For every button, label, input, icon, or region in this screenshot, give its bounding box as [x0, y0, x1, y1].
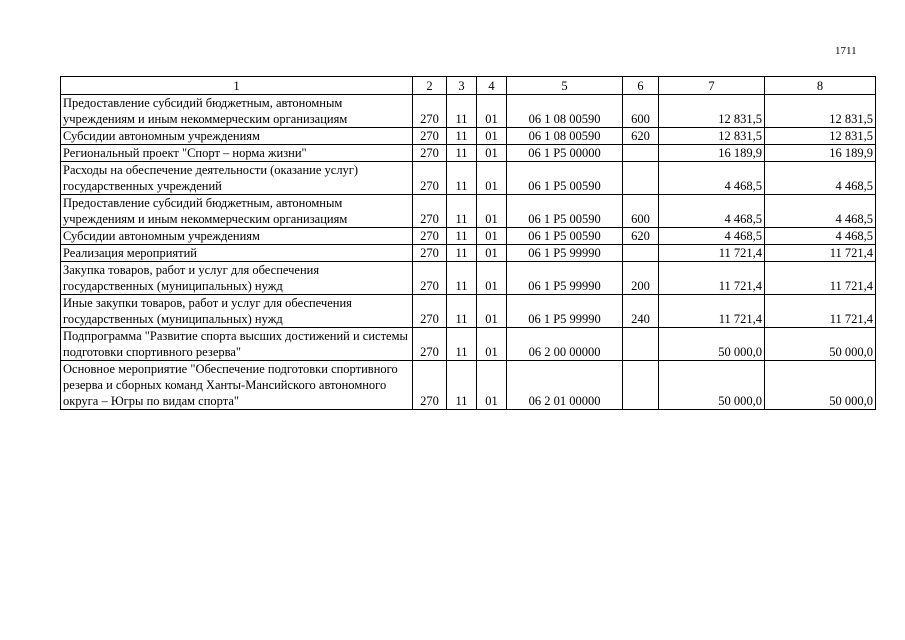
admin-code-cell: 270: [413, 245, 447, 262]
column-header-8: 8: [765, 77, 876, 95]
header-row: [61, 77, 876, 95]
admin-code-cell: 270: [413, 145, 447, 162]
expense-type-cell: [623, 328, 659, 361]
target-article-cell: 06 1 P5 00590: [507, 195, 623, 228]
table-row: [61, 128, 876, 145]
admin-code-cell: 270: [413, 195, 447, 228]
admin-code-cell: 270: [413, 328, 447, 361]
target-article-cell: 06 1 P5 99990: [507, 262, 623, 295]
table-row: [61, 228, 876, 245]
amount-total-cell: 50 000,0: [765, 328, 876, 361]
budget-table: [60, 76, 876, 410]
column-header-4: 4: [477, 77, 507, 95]
target-article-cell: 06 1 08 00590: [507, 128, 623, 145]
section-cell: 11: [447, 162, 477, 195]
expense-type-cell: [623, 361, 659, 410]
amount-cell: 11 721,4: [659, 295, 765, 328]
amount-total-cell: 12 831,5: [765, 128, 876, 145]
amount-total-cell: 11 721,4: [765, 262, 876, 295]
amount-cell: 50 000,0: [659, 328, 765, 361]
amount-cell: 4 468,5: [659, 195, 765, 228]
target-article-cell: 06 2 00 00000: [507, 328, 623, 361]
expense-type-cell: 200: [623, 262, 659, 295]
row-name-cell: Основное мероприятие "Обеспечение подготовки спортивного резерва и сборных команд Ханты-Мансийского автономного округа – Югры по видам спорта": [61, 361, 413, 410]
target-article-cell: 06 1 P5 00000: [507, 145, 623, 162]
amount-total-cell: 12 831,5: [765, 95, 876, 128]
section-cell: 11: [447, 195, 477, 228]
subsection-cell: 01: [477, 162, 507, 195]
column-header-6: 6: [623, 77, 659, 95]
admin-code-cell: 270: [413, 95, 447, 128]
amount-cell: 12 831,5: [659, 95, 765, 128]
subsection-cell: 01: [477, 145, 507, 162]
subsection-cell: 01: [477, 95, 507, 128]
row-name-cell: Реализация мероприятий: [61, 245, 413, 262]
subsection-cell: 01: [477, 361, 507, 410]
subsection-cell: 01: [477, 328, 507, 361]
amount-cell: 50 000,0: [659, 361, 765, 410]
target-article-cell: 06 1 P5 99990: [507, 295, 623, 328]
page-number: 1711: [835, 45, 857, 57]
expense-type-cell: 600: [623, 195, 659, 228]
section-cell: 11: [447, 228, 477, 245]
target-article-cell: 06 1 P5 00590: [507, 228, 623, 245]
section-cell: 11: [447, 128, 477, 145]
amount-total-cell: 4 468,5: [765, 195, 876, 228]
admin-code-cell: 270: [413, 295, 447, 328]
table-row: [61, 162, 876, 195]
row-name-cell: Субсидии автономным учреждениям: [61, 228, 413, 245]
expense-type-cell: 620: [623, 128, 659, 145]
table-body: [61, 95, 876, 410]
column-header-5: 5: [507, 77, 623, 95]
amount-cell: 16 189,9: [659, 145, 765, 162]
subsection-cell: 01: [477, 228, 507, 245]
amount-total-cell: 50 000,0: [765, 361, 876, 410]
section-cell: 11: [447, 328, 477, 361]
row-name-cell: Подпрограмма "Развитие спорта высших достижений и системы подготовки спортивного резерва": [61, 328, 413, 361]
expense-type-cell: [623, 245, 659, 262]
row-name-cell: Субсидии автономным учреждениям: [61, 128, 413, 145]
amount-cell: 4 468,5: [659, 162, 765, 195]
row-name-cell: Предоставление субсидий бюджетным, автономным учреждениям и иным некоммерческим организациям: [61, 195, 413, 228]
section-cell: 11: [447, 245, 477, 262]
admin-code-cell: 270: [413, 361, 447, 410]
expense-type-cell: 600: [623, 95, 659, 128]
row-name-cell: Закупка товаров, работ и услуг для обеспечения государственных (муниципальных) нужд: [61, 262, 413, 295]
expense-type-cell: [623, 145, 659, 162]
table-row: [61, 361, 876, 410]
section-cell: 11: [447, 361, 477, 410]
section-cell: 11: [447, 295, 477, 328]
admin-code-cell: 270: [413, 228, 447, 245]
admin-code-cell: 270: [413, 262, 447, 295]
admin-code-cell: 270: [413, 162, 447, 195]
amount-cell: 12 831,5: [659, 128, 765, 145]
table-row: [61, 295, 876, 328]
admin-code-cell: 270: [413, 128, 447, 145]
row-name-cell: Региональный проект "Спорт – норма жизни": [61, 145, 413, 162]
amount-total-cell: 11 721,4: [765, 295, 876, 328]
subsection-cell: 01: [477, 128, 507, 145]
subsection-cell: 01: [477, 195, 507, 228]
row-name-cell: Расходы на обеспечение деятельности (оказание услуг) государственных учреждений: [61, 162, 413, 195]
section-cell: 11: [447, 145, 477, 162]
amount-total-cell: 11 721,4: [765, 245, 876, 262]
amount-cell: 4 468,5: [659, 228, 765, 245]
amount-total-cell: 16 189,9: [765, 145, 876, 162]
target-article-cell: 06 1 P5 00590: [507, 162, 623, 195]
section-cell: 11: [447, 95, 477, 128]
subsection-cell: 01: [477, 245, 507, 262]
target-article-cell: 06 1 P5 99990: [507, 245, 623, 262]
subsection-cell: 01: [477, 262, 507, 295]
column-header-2: 2: [413, 77, 447, 95]
expense-type-cell: 240: [623, 295, 659, 328]
amount-cell: 11 721,4: [659, 262, 765, 295]
column-header-3: 3: [447, 77, 477, 95]
target-article-cell: 06 1 08 00590: [507, 95, 623, 128]
expense-type-cell: 620: [623, 228, 659, 245]
target-article-cell: 06 2 01 00000: [507, 361, 623, 410]
section-cell: 11: [447, 262, 477, 295]
table-row: [61, 95, 876, 128]
column-header-7: 7: [659, 77, 765, 95]
row-name-cell: Предоставление субсидий бюджетным, автономным учреждениям и иным некоммерческим организациям: [61, 95, 413, 128]
table-row: [61, 195, 876, 228]
expense-type-cell: [623, 162, 659, 195]
table-row: [61, 262, 876, 295]
table-row: [61, 245, 876, 262]
column-header-1: 1: [61, 77, 413, 95]
table-row: [61, 328, 876, 361]
amount-cell: 11 721,4: [659, 245, 765, 262]
row-name-cell: Иные закупки товаров, работ и услуг для обеспечения государственных (муниципальных) нужд: [61, 295, 413, 328]
amount-total-cell: 4 468,5: [765, 228, 876, 245]
amount-total-cell: 4 468,5: [765, 162, 876, 195]
subsection-cell: 01: [477, 295, 507, 328]
table-row: [61, 145, 876, 162]
